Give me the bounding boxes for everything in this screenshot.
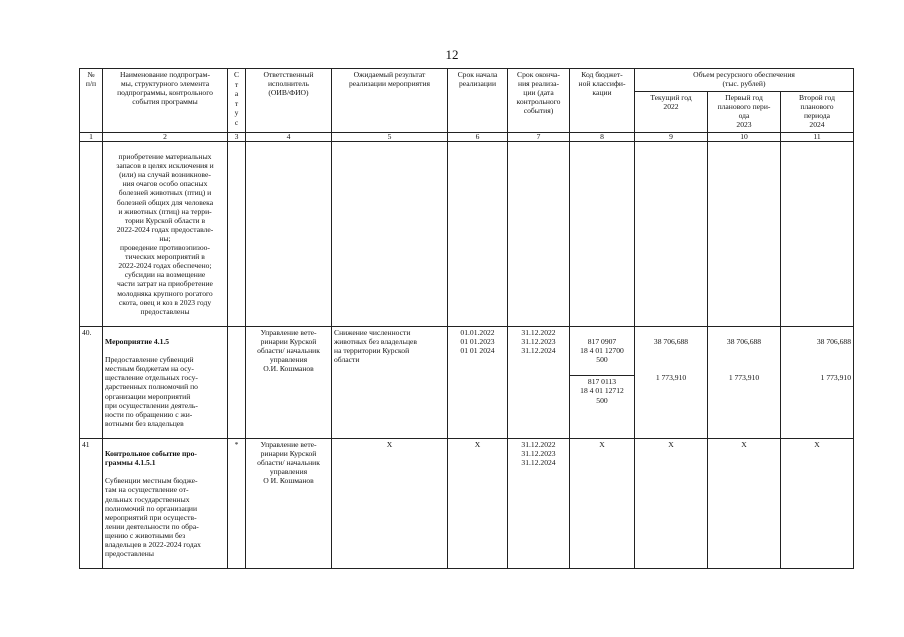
header-year-current: Текущий год 2022 bbox=[635, 92, 708, 133]
header-responsible: Ответственный исполнитель (ОИВ/ФИО) bbox=[246, 69, 332, 133]
row-status bbox=[228, 326, 246, 438]
header-name: Наименование подпрограм- мы, структурного элемента подпрограммы, контрольного события программы bbox=[103, 69, 228, 133]
row-name-text: Предоставление субвенций местным бюджетам на осу- ществление отдельных госу- дарственных полномочий по организации мероприятий при осуществлении деятель- ности по обращению с жи- вотными без владельцев bbox=[105, 355, 198, 428]
row-start-date: 01.01.2022 01 01.2023 01 01 2024 bbox=[448, 326, 508, 438]
row-end-date: 31.12.2022 31.12.2023 31.12.2024 bbox=[508, 326, 570, 438]
row-budget-code bbox=[570, 142, 635, 327]
column-number: 1 bbox=[80, 133, 103, 142]
column-number: 9 bbox=[635, 133, 708, 142]
row-value-2022: Х bbox=[635, 439, 708, 569]
column-number-row bbox=[80, 133, 854, 142]
row-responsible: Управление вете- ринарии Курской области/ начальник управления О.И. Кошманов bbox=[246, 326, 332, 438]
budget-code-1: 817 0907 18 4 01 12700 500 bbox=[580, 336, 624, 365]
value-2023-a: 38 706,688 bbox=[726, 336, 762, 346]
column-number: 8 bbox=[570, 133, 635, 142]
value-2023-b: 1 773,910 bbox=[728, 373, 760, 383]
row-value-2023: Х bbox=[708, 439, 781, 569]
row-name bbox=[103, 439, 228, 569]
table-row bbox=[80, 142, 854, 327]
row-end-date: 31.12.2022 31.12.2023 31.12.2024 bbox=[508, 439, 570, 569]
value-2024-a: 38 706,688 bbox=[816, 336, 851, 346]
header-row bbox=[80, 69, 854, 92]
row-num: 40. bbox=[80, 326, 103, 438]
value-2022-a: 38 706,688 bbox=[653, 336, 689, 346]
table-row bbox=[80, 326, 854, 438]
row-value-2023 bbox=[708, 142, 781, 327]
column-number: 4 bbox=[246, 133, 332, 142]
row-start-date bbox=[448, 142, 508, 327]
row-expected-result: Снижение численности животных без владельцев на территории Курской области bbox=[332, 326, 448, 438]
row-name-text: Субвенции местным бюдже- там на осуществление от- дельных государственных полномочий по организации мероприятий при осуществ- лении деятельности по обра- щению с животными без владельцев в 2022-2024 годах предоставлены bbox=[105, 476, 201, 559]
header-year-first: Первый год планового пери- ода 2023 bbox=[708, 92, 781, 133]
header-expected-result: Ожидаемый результат реализации мероприятия bbox=[332, 69, 448, 133]
header-year-second: Второй год планового периода 2024 bbox=[781, 92, 854, 133]
row-responsible: Управление вете- ринарии Курской области/ начальник управления О И. Кошманов bbox=[246, 439, 332, 569]
row-value-2024: Х bbox=[781, 439, 854, 569]
row-expected-result: Х bbox=[332, 439, 448, 569]
row-status: * bbox=[228, 439, 246, 569]
row-responsible bbox=[246, 142, 332, 327]
row-value-2024 bbox=[781, 326, 854, 438]
table-row bbox=[80, 439, 854, 569]
header-num: № п/п bbox=[80, 69, 103, 133]
row-value-2022 bbox=[635, 326, 708, 438]
program-table bbox=[79, 68, 854, 569]
row-name-text: приобретение материальных запасов в целях исключения и (или) на случай возникнове- ния очагов особо опасных болезней животных (птиц) и болезней общих для человека и животных (птиц) на терри- тории Курской области в 2022-2024 годах предоставле- ны; проведение противоэпизоо- тических мероприятий в 2022-2024 годах обеспечено; субсидии на возмещение части затрат на приобретение молодняка крупного рогатого скота, овец и коз в 2023 году предоставлены bbox=[116, 152, 214, 316]
column-number: 2 bbox=[103, 133, 228, 142]
column-number: 11 bbox=[781, 133, 854, 142]
budget-code-2: 817 0113 18 4 01 12712 500 bbox=[570, 375, 634, 404]
page-number: 12 bbox=[445, 47, 459, 62]
column-number: 7 bbox=[508, 133, 570, 142]
column-number: 6 bbox=[448, 133, 508, 142]
row-start-date: Х bbox=[448, 439, 508, 569]
row-end-date bbox=[508, 142, 570, 327]
value-2024-b: 1 773,910 bbox=[820, 373, 851, 383]
row-value-2022 bbox=[635, 142, 708, 327]
header-start-date: Срок начала реализации bbox=[448, 69, 508, 133]
row-budget-code bbox=[570, 326, 635, 438]
header-end-date: Срок оконча- ния реализа- ции (дата контрольного события) bbox=[508, 69, 570, 133]
column-number: 10 bbox=[708, 133, 781, 142]
row-value-2023 bbox=[708, 326, 781, 438]
row-num: 41 bbox=[80, 439, 103, 569]
row-num bbox=[80, 142, 103, 327]
row-name bbox=[103, 142, 228, 327]
header-resource-volume: Объем ресурсного обеспечения (тыс. рублей) bbox=[635, 69, 854, 92]
column-number: 5 bbox=[332, 133, 448, 142]
value-2022-b: 1 773,910 bbox=[655, 373, 687, 383]
header-budget-code: Код бюджет- ной классифи- кации bbox=[570, 69, 635, 133]
row-name bbox=[103, 326, 228, 438]
row-status bbox=[228, 142, 246, 327]
row-value-2024 bbox=[781, 142, 854, 327]
row-budget-code: Х bbox=[570, 439, 635, 569]
row-expected-result bbox=[332, 142, 448, 327]
header-status: С т а т у с bbox=[228, 69, 246, 133]
row-name-title: Мероприятие 4.1.5 bbox=[105, 336, 170, 346]
row-name-title: Контрольное событие про- граммы 4.1.5.1 bbox=[105, 449, 197, 468]
column-number: 3 bbox=[228, 133, 246, 142]
